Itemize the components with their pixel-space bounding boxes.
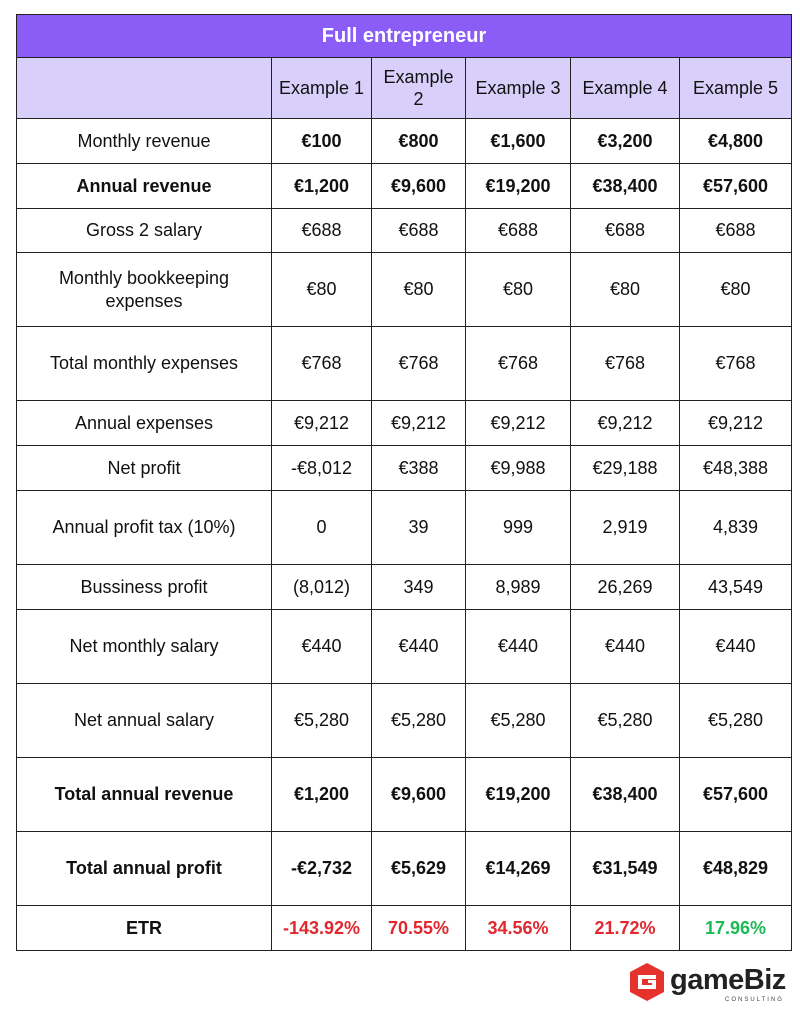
table-row — [17, 684, 792, 758]
table-cell: €100 — [272, 119, 372, 164]
table-cell: €38,400 — [571, 758, 680, 832]
table-cell: 349 — [372, 565, 466, 610]
table-cell: €5,280 — [680, 684, 792, 758]
table-cell: €9,600 — [372, 758, 466, 832]
table-row — [17, 164, 792, 209]
table-cell: 26,269 — [571, 565, 680, 610]
table-row — [17, 491, 792, 565]
row-label: ETR — [17, 906, 272, 951]
etr-cell-best: 17.96% — [680, 906, 792, 951]
table-row — [17, 610, 792, 684]
table-cell: €768 — [372, 327, 466, 401]
row-label: Total annual revenue — [17, 758, 272, 832]
table-cell: €4,800 — [680, 119, 792, 164]
table-cell: €31,549 — [571, 832, 680, 906]
table-row — [17, 327, 792, 401]
table-cell: €9,212 — [680, 401, 792, 446]
table-cell: €80 — [680, 253, 792, 327]
table-cell: €5,280 — [466, 684, 571, 758]
table-cell: 8,989 — [466, 565, 571, 610]
table-cell: €688 — [680, 209, 792, 253]
table-cell: €14,269 — [466, 832, 571, 906]
header-empty — [17, 58, 272, 119]
table-cell: €768 — [272, 327, 372, 401]
header-example-4: Example 4 — [571, 58, 680, 119]
table-cell: €1,600 — [466, 119, 571, 164]
row-label: Annual expenses — [17, 401, 272, 446]
row-label: Net annual salary — [17, 684, 272, 758]
row-label: Total monthly expenses — [17, 327, 272, 401]
table-cell: €48,829 — [680, 832, 792, 906]
table-row-etr — [17, 906, 792, 951]
row-label: Gross 2 salary — [17, 209, 272, 253]
table-row — [17, 253, 792, 327]
table-row — [17, 832, 792, 906]
table-cell: €9,600 — [372, 164, 466, 209]
table-cell: €80 — [272, 253, 372, 327]
table-cell: €688 — [272, 209, 372, 253]
logo-subtext: CONSULTING — [725, 997, 784, 1003]
table-cell: 999 — [466, 491, 571, 565]
logo-text: gameBiz — [670, 964, 786, 996]
table-cell: €388 — [372, 446, 466, 491]
table-row — [17, 401, 792, 446]
table-cell: 4,839 — [680, 491, 792, 565]
table-title: Full entrepreneur — [17, 15, 792, 58]
table-cell: €1,200 — [272, 164, 372, 209]
table-cell: €688 — [372, 209, 466, 253]
table-cell: €48,388 — [680, 446, 792, 491]
row-label: Net profit — [17, 446, 272, 491]
table-row — [17, 446, 792, 491]
table-cell: €5,280 — [571, 684, 680, 758]
header-example-1: Example 1 — [272, 58, 372, 119]
table-row — [17, 209, 792, 253]
etr-cell: 70.55% — [372, 906, 466, 951]
table-cell: €688 — [466, 209, 571, 253]
table-cell: €9,988 — [466, 446, 571, 491]
table-cell: €9,212 — [272, 401, 372, 446]
gamebiz-logo — [628, 960, 790, 1008]
table-cell: €768 — [680, 327, 792, 401]
table-cell: €80 — [571, 253, 680, 327]
table-row — [17, 565, 792, 610]
row-label: Annual profit tax (10%) — [17, 491, 272, 565]
title-row — [17, 15, 792, 58]
comparison-table — [16, 14, 792, 951]
table-cell: -€2,732 — [272, 832, 372, 906]
table-cell: €80 — [466, 253, 571, 327]
row-label: Monthly revenue — [17, 119, 272, 164]
table-row — [17, 758, 792, 832]
table-cell: €1,200 — [272, 758, 372, 832]
table-cell: 43,549 — [680, 565, 792, 610]
table-cell: €440 — [680, 610, 792, 684]
table-cell: €768 — [466, 327, 571, 401]
table-cell: €19,200 — [466, 758, 571, 832]
table-cell: 2,919 — [571, 491, 680, 565]
row-label: Net monthly salary — [17, 610, 272, 684]
table-cell: €688 — [571, 209, 680, 253]
table-cell: €800 — [372, 119, 466, 164]
header-example-2: Example 2 — [372, 58, 466, 119]
table-cell: €29,188 — [571, 446, 680, 491]
gamebiz-logo-mark-icon — [628, 962, 666, 1002]
table-cell: €57,600 — [680, 164, 792, 209]
table-cell: €57,600 — [680, 758, 792, 832]
table-cell: €5,280 — [372, 684, 466, 758]
table-cell: 39 — [372, 491, 466, 565]
table-cell: €440 — [571, 610, 680, 684]
table-cell: €768 — [571, 327, 680, 401]
table-cell: (8,012) — [272, 565, 372, 610]
etr-cell: 21.72% — [571, 906, 680, 951]
table-cell: -€8,012 — [272, 446, 372, 491]
header-row — [17, 58, 792, 119]
table-cell: €5,629 — [372, 832, 466, 906]
table-cell: €3,200 — [571, 119, 680, 164]
table-cell: €9,212 — [466, 401, 571, 446]
row-label: Bussiness profit — [17, 565, 272, 610]
row-label: Annual revenue — [17, 164, 272, 209]
table-row — [17, 119, 792, 164]
table-cell: 0 — [272, 491, 372, 565]
row-label: Monthly bookkeeping expenses — [17, 253, 272, 327]
table-cell: €80 — [372, 253, 466, 327]
table-cell: €440 — [372, 610, 466, 684]
table-cell: €9,212 — [571, 401, 680, 446]
etr-cell-negative: -143.92% — [272, 906, 372, 951]
table-cell: €38,400 — [571, 164, 680, 209]
table-cell: €440 — [272, 610, 372, 684]
table-cell: €5,280 — [272, 684, 372, 758]
table-cell: €9,212 — [372, 401, 466, 446]
table-cell: €440 — [466, 610, 571, 684]
table-cell: €19,200 — [466, 164, 571, 209]
etr-cell: 34.56% — [466, 906, 571, 951]
header-example-3: Example 3 — [466, 58, 571, 119]
row-label: Total annual profit — [17, 832, 272, 906]
header-example-5: Example 5 — [680, 58, 792, 119]
